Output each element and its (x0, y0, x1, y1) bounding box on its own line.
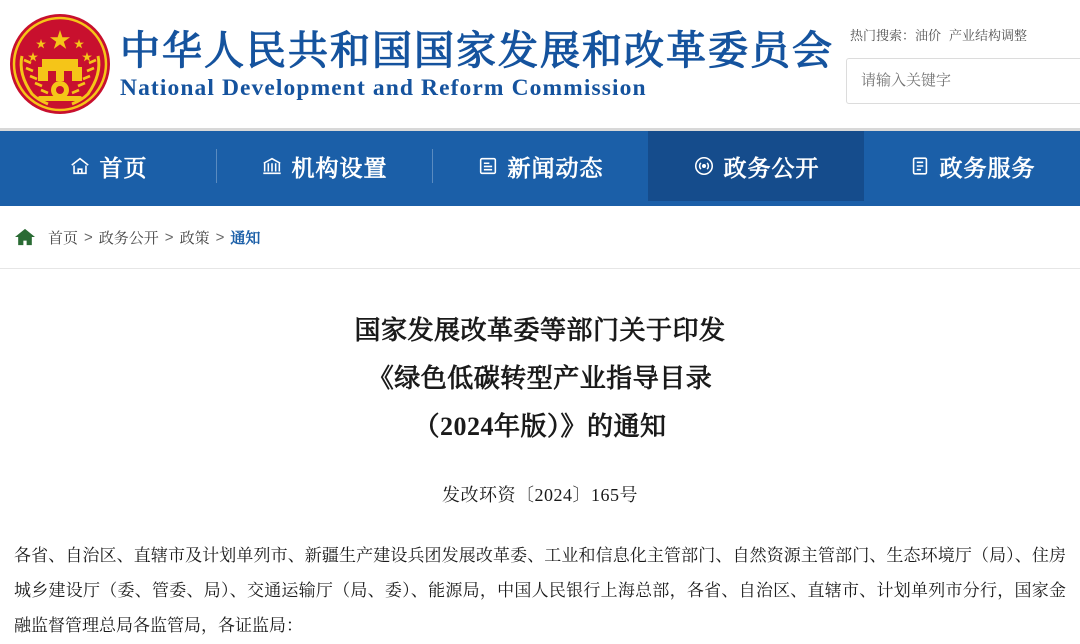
nav-item-government-affairs-disclosure[interactable] (648, 131, 864, 201)
site-header (0, 0, 1080, 131)
national-emblem-icon (8, 12, 112, 116)
document-body-paragraph: 各省、自治区、直辖市及计划单列市、新疆生产建设兵团发展改革委、工业和信息化主管部门、自然资源主管部门、生态环境厅（局）、住房城乡建设厅（委、管委、局）、交通运输厅（局、委）、能源局，中国人民银行上海总部，各省、自治区、直辖市、计划单列市分行，国家金融监督管理总局各监管局，各证监局： (14, 546, 1066, 635)
home-icon (69, 155, 91, 177)
nav-label-government-services: 政务服务 (939, 154, 1036, 181)
hot-search-label: 热门搜索： (850, 27, 916, 43)
broadcast-icon (693, 155, 715, 177)
page-title-line-3: （2024年版）》的通知 (413, 412, 667, 442)
home-solid-icon (14, 227, 36, 247)
search-input[interactable] (847, 58, 1080, 104)
page-title-line-2: 《绿色低碳转型产业指导目录 (367, 364, 713, 394)
nav-item-organization[interactable] (216, 131, 432, 201)
page-title (14, 269, 1066, 451)
breadcrumb-separator-2: > (164, 228, 174, 246)
breadcrumb-separator-1: > (84, 228, 93, 246)
document-number: 发改环资〔2024〕165号 (442, 485, 638, 506)
main-navigation (0, 131, 1080, 201)
page-title-line-1: 国家发展改革委等部门关于印发 (354, 316, 726, 345)
hot-search-line (850, 25, 1080, 44)
hot-keyword-oil-price[interactable]: 油价 (915, 27, 942, 43)
breadcrumb-item-home[interactable]: 首页 (48, 229, 79, 247)
breadcrumb-item-policy[interactable]: 政策 (179, 229, 210, 247)
document-icon (909, 155, 931, 177)
nav-label-organization: 机构设置 (291, 154, 388, 181)
nav-label-home: 首页 (99, 154, 148, 181)
article (0, 269, 1080, 644)
site-title-cn: 中华人民共和国国家发展和改革委员会 (120, 27, 834, 73)
search-zone (840, 0, 1080, 128)
site-title-en: National Development and Reform Commission (120, 74, 647, 101)
nav-label-government-affairs-disclosure: 政务公开 (723, 154, 820, 181)
hot-keyword-industrial-structure[interactable]: 产业结构调整 (949, 27, 1028, 43)
nav-item-home[interactable] (0, 131, 216, 201)
search-box[interactable] (846, 58, 1080, 104)
breadcrumb-separator-3: > (215, 228, 225, 246)
news-icon (477, 155, 499, 177)
breadcrumb-item-disclosure[interactable]: 政务公开 (98, 229, 159, 247)
breadcrumb-current-notice: 通知 (230, 229, 261, 247)
site-title-block (120, 25, 834, 103)
nav-item-news[interactable] (432, 131, 648, 201)
bank-icon (261, 155, 283, 177)
breadcrumb (0, 206, 1080, 269)
nav-label-news: 新闻动态 (507, 154, 604, 181)
nav-item-government-services[interactable] (864, 131, 1080, 201)
